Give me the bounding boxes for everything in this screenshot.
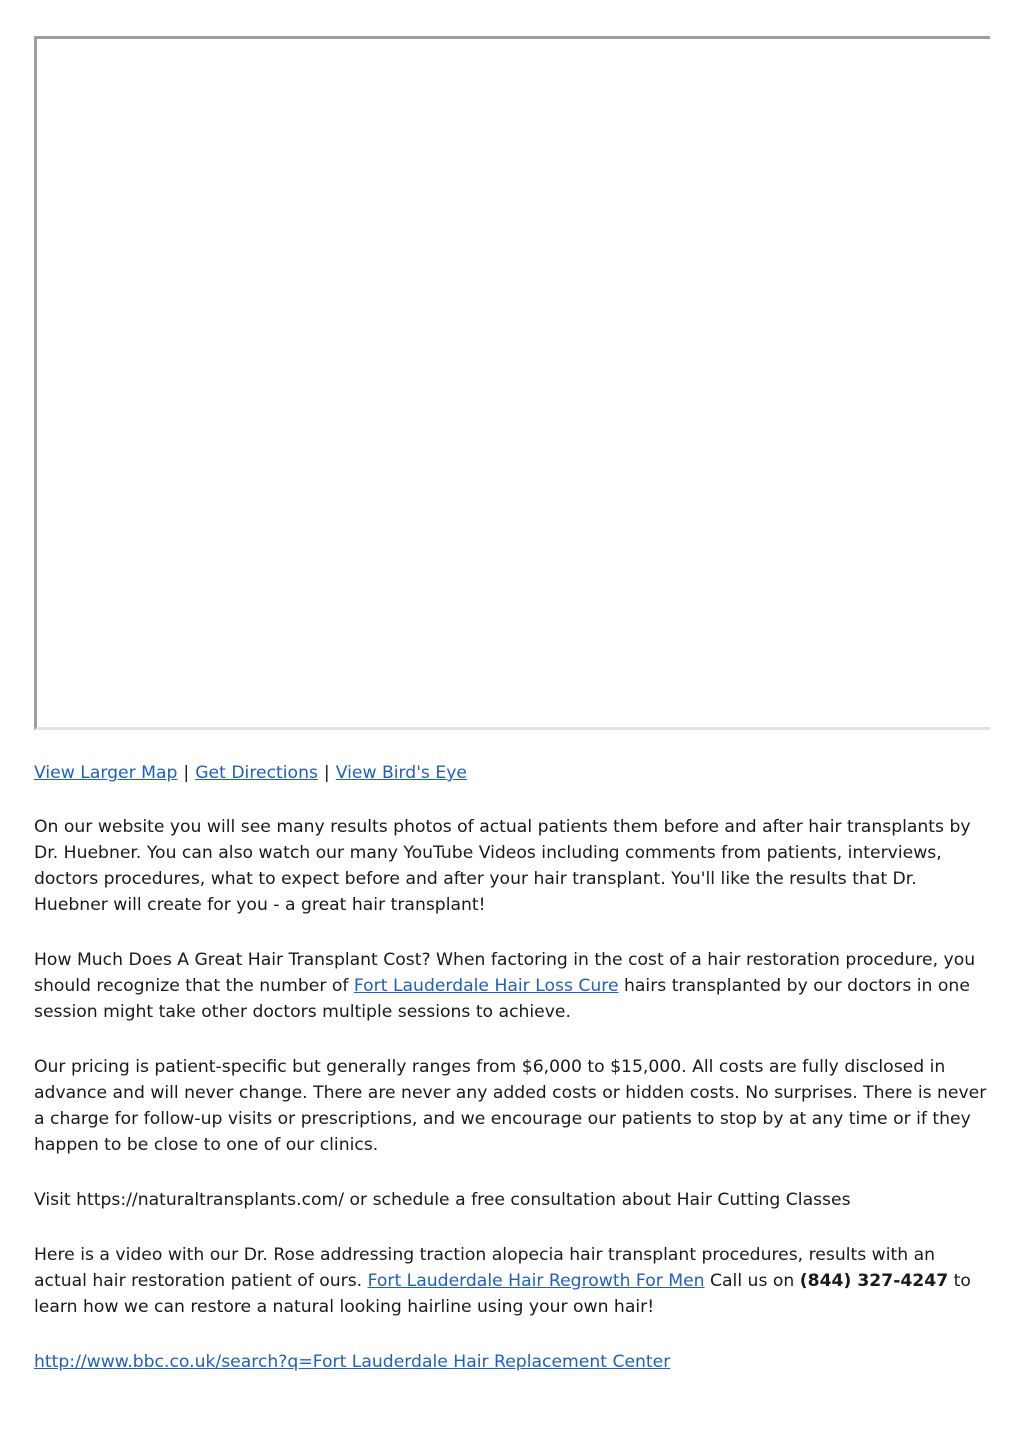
view-birds-eye-link[interactable]: View Bird's Eye xyxy=(335,763,467,783)
paragraph-results: On our website you will see many results photos of actual patients them before and after hair transplants by Dr. Huebner. You can also watch our many YouTube Videos including comments from patients, interviews, doctors procedures, what to expect before and after your hair transplant. You'll like the results that Dr. Huebner will create for you - a great hair transplant! xyxy=(34,817,971,915)
paragraph-video xyxy=(34,1242,990,1320)
hair-loss-cure-link[interactable]: Fort Lauderdale Hair Loss Cure xyxy=(353,976,619,996)
paragraph-cost-text-after: hairs transplanted by our doctors in one session might take other doctors multiple sessions to achieve. xyxy=(34,976,970,1022)
get-directions-link[interactable]: Get Directions xyxy=(195,763,318,783)
paragraph-video-text-after: to learn how we can restore a natural looking hairline using your own hair! xyxy=(34,1271,971,1317)
paragraph-video-text-before: Here is a video with our Dr. Rose addressing traction alopecia hair transplant procedures, results with an actual hair restoration patient of ours. xyxy=(34,1245,935,1291)
link-separator: | xyxy=(183,763,190,783)
hair-regrowth-link[interactable]: Fort Lauderdale Hair Regrowth For Men xyxy=(367,1271,705,1291)
bbc-search-link[interactable]: http://www.bbc.co.uk/search?q=Fort Lauderdale Hair Replacement Center xyxy=(34,1352,671,1372)
paragraph-pricing: Our pricing is patient-specific but generally ranges from $6,000 to $15,000. All costs are fully disclosed in advance and will never change. There are never any added costs or hidden costs. No surprises. There is never a charge for follow-up visits or prescriptions, and we encourage our patients to stop by at any time or if they happen to be close to one of our clinics. xyxy=(34,1057,987,1155)
bottom-link-row xyxy=(34,1349,990,1375)
link-separator: | xyxy=(323,763,330,783)
view-larger-map-link[interactable]: View Larger Map xyxy=(34,763,178,783)
paragraph-visit: Visit https://naturaltransplants.com/ or schedule a free consultation about Hair Cutting Classes xyxy=(34,1190,851,1210)
map-embed-frame[interactable] xyxy=(34,36,990,730)
map-links-row xyxy=(34,760,990,786)
paragraph-cost-text-before: How Much Does A Great Hair Transplant Cost? When factoring in the cost of a hair restoration procedure, you should recognize that the number of xyxy=(34,950,976,996)
paragraph-video-text-middle: Call us on xyxy=(704,1271,800,1291)
phone-number: (844) 327-4247 xyxy=(799,1271,949,1291)
article-body xyxy=(34,760,990,1404)
paragraph-cost xyxy=(34,947,990,1025)
